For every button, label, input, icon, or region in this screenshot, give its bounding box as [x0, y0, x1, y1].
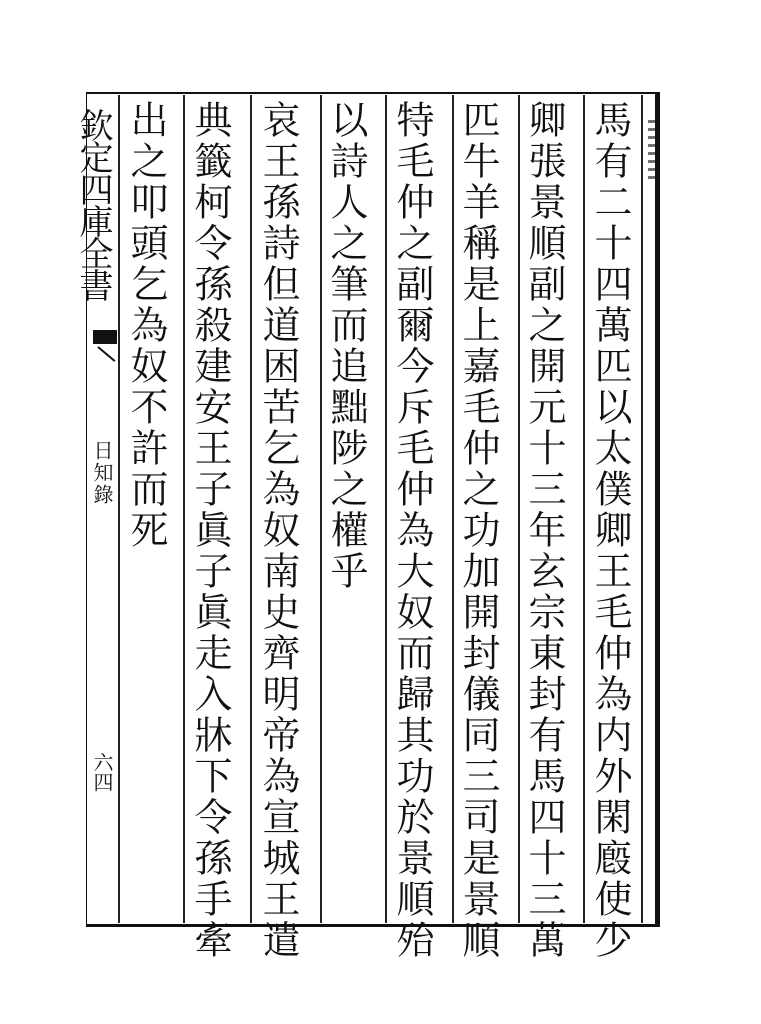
- column-rule: [583, 95, 585, 923]
- text-column-5: 以詩人之筆而追黜陟之權乎: [324, 100, 368, 592]
- page-number: 六四: [90, 752, 114, 792]
- fishtail-mark: [93, 330, 117, 344]
- text-column-8: 出之叩頭乞為奴不許而死: [124, 100, 168, 551]
- column-rule: [320, 95, 322, 923]
- column-rule: [250, 95, 252, 923]
- text-column-4: 特毛仲之副爾今斥毛仲為大奴而歸其功於景順殆: [390, 100, 434, 961]
- book-title: 日知錄: [90, 440, 114, 506]
- frame-inner-rule: [641, 95, 643, 923]
- column-rule: [183, 95, 185, 923]
- text-column-2: 卿張景順副之開元十三年玄宗東封有馬四十三萬: [522, 100, 566, 961]
- page-border-frame: [86, 92, 660, 927]
- column-rule: [518, 95, 520, 923]
- text-column-6: 哀王孫詩但道困苦乞為奴南史齊明帝為宣城王遣: [256, 100, 300, 961]
- column-rule: [385, 95, 387, 923]
- text-column-1: 馬有二十四萬匹以太僕卿王毛仲為内外閑廏使少: [588, 100, 632, 961]
- column-rule: [118, 95, 120, 923]
- collection-title: 欽定四庫全書: [73, 108, 113, 300]
- text-column-7: 典籤柯令孫殺建安王子眞子眞走入牀下令孫手牽: [188, 100, 232, 961]
- binding-edge-marks: [648, 120, 656, 180]
- text-column-3: 匹牛羊稱是上嘉毛仲之功加開封儀同三司是景順: [456, 100, 500, 961]
- column-rule: [452, 95, 454, 923]
